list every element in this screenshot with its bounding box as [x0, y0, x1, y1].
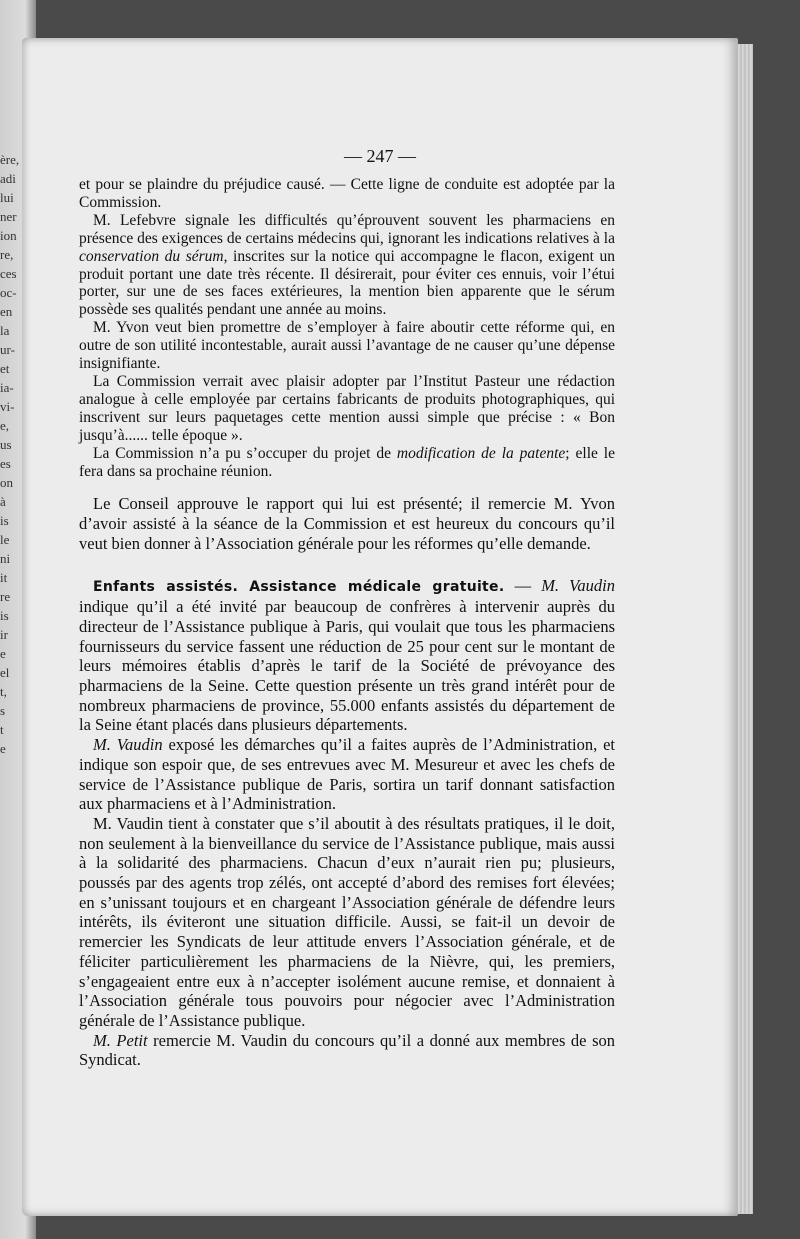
fragment: la	[0, 323, 10, 338]
fragment: lui	[0, 190, 14, 205]
fragment: à	[0, 494, 6, 509]
fragment: ion	[0, 228, 17, 243]
fragment: e,	[0, 418, 10, 433]
book-page	[22, 38, 738, 1216]
fragment: es	[0, 456, 11, 471]
fragment: it	[0, 570, 8, 585]
fragment: e	[0, 741, 6, 756]
paragraph: M. Petit remercie M. Vaudin du concours qu’il a donné aux membres de son Syndicat.	[79, 1030, 615, 1070]
section-heading: Enfants assistés. Assistance médicale gratuite.	[93, 578, 505, 595]
fragment: el	[0, 665, 10, 680]
fragment: re	[0, 589, 11, 604]
fragment: ni	[0, 551, 11, 566]
paragraph: La Commission verrait avec plaisir adopter par l’Institut Pasteur une rédaction analogue à celle employée par certains fabricants de produits photographiques, qui inscrivent sur leurs paquetages cette mention aussi simple que précise : « Bon jusqu’à...... telle époque ».	[79, 372, 615, 444]
fragment: ur-	[0, 342, 15, 357]
fragment: is	[0, 608, 9, 623]
commission-report-section	[79, 176, 615, 480]
fragment: ir	[0, 627, 8, 642]
fragment: ces	[0, 266, 17, 281]
page-body	[79, 176, 615, 1070]
fragment: ère,	[0, 152, 20, 167]
fragment: s	[0, 703, 6, 718]
fragment: e	[0, 646, 6, 661]
fragment: t,	[0, 684, 7, 699]
fragment: oc-	[0, 285, 17, 300]
fragment: on	[0, 475, 13, 490]
fragment: us	[0, 437, 12, 452]
fragment: vi-	[0, 399, 15, 414]
fragment: et	[0, 361, 10, 376]
fragment: le	[0, 532, 10, 547]
paragraph: M. Vaudin tient à constater que s’il aboutit à des résultats pratiques, il le doit, non seulement à la bienveillance du service de l’Assistance publique, mais aussi à la solidarité des pharmaciens. Chacun d’eux n’aurait rien pu; plusieurs, poussés par des agents trop zélés, ont accepté d’abord des remises fort élevées; en s’unissant toujours et en chargeant l’Association générale de défendre leurs intérêts, ils éviteront une situation difficile. Aussi, se fait-il un devoir de remercier les Syndicats de leur attitude envers l’Association générale, et de féliciter particulièrement les pharmaciens de la Nièvre, qui, les premiers, s’engageaient entre eux à n’accepter isolément aucune remise, et donnaient à l’Association générale tous pouvoirs pour négocier avec l’Administration générale de l’Assistance publique.	[79, 813, 615, 1030]
fragment: en	[0, 304, 13, 319]
paragraph: La Commission n’a pu s’occuper du projet de modification de la patente; elle le fera dans sa prochaine réunion.	[79, 444, 615, 480]
fragment: adi	[0, 171, 16, 186]
fragment: ner	[0, 209, 17, 224]
paragraph: et pour se plaindre du préjudice causé. — Cette ligne de conduite est adoptée par la Commission.	[79, 176, 615, 211]
page-number: — 247 —	[344, 146, 416, 166]
assistance-section	[79, 576, 615, 1071]
council-approval-section	[79, 494, 615, 553]
fragment: is	[0, 513, 9, 528]
facing-page-text-fragments	[0, 150, 20, 758]
paragraph: M. Lefebvre signale les difficultés qu’éprouvent souvent les pharmaciens en présence des exigences de certains médecins qui, ignorant les indications relatives à la conservation du sérum, inscrites sur la notice qui accompagne le flacon, exigent un produit portant une date très récente. Il désirerait, pour éviter ces ennuis, voir l’étui porter, sur une de ses faces extérieures, la mention bien apparente que le sérum possède ses qualités pendant une année au moins.	[79, 211, 615, 319]
fragment: re,	[0, 247, 14, 262]
fragment: t	[0, 722, 4, 737]
paragraph: M. Yvon veut bien promettre de s’employer à faire aboutir cette réforme qui, en outre de son utilité incontestable, aurait aussi l’avantage de ne causer qu’une dépense insignifiante.	[79, 319, 615, 373]
paragraph: Enfants assistés. Assistance médicale gratuite. — M. Vaudin indique qu’il a été invité par beaucoup de confrères à intervenir auprès du directeur de l’Assistance publique à Paris, qui voulait que tous les pharmaciens fournisseurs du service fassent une réduction de 25 pour cent sur le montant de leurs mémoires établis d’après le tarif de la Société de prévoyance des pharmaciens de la Seine. Cette question présente un très grand intérêt pour de nombreux pharmaciens de province, 55.000 enfants assistés du département de la Seine étant placés dans plusieurs départements.	[79, 575, 615, 735]
paragraph: Le Conseil approuve le rapport qui lui est présenté; il remercie M. Yvon d’avoir assisté à la séance de la Commission et est heureux du concours qu’il veut bien donner à l’Association générale pour les réformes qu’elle demande.	[79, 494, 615, 553]
fragment: ia-	[0, 380, 14, 395]
paragraph: M. Vaudin exposé les démarches qu’il a faites auprès de l’Administration, et indique son espoir que, de ses entrevues avec M. Mesureur et avec les chefs de service de l’Assistance publique de Paris, sortira un tarif donnant satisfaction aux pharmaciens et à l’Administration.	[79, 735, 615, 814]
